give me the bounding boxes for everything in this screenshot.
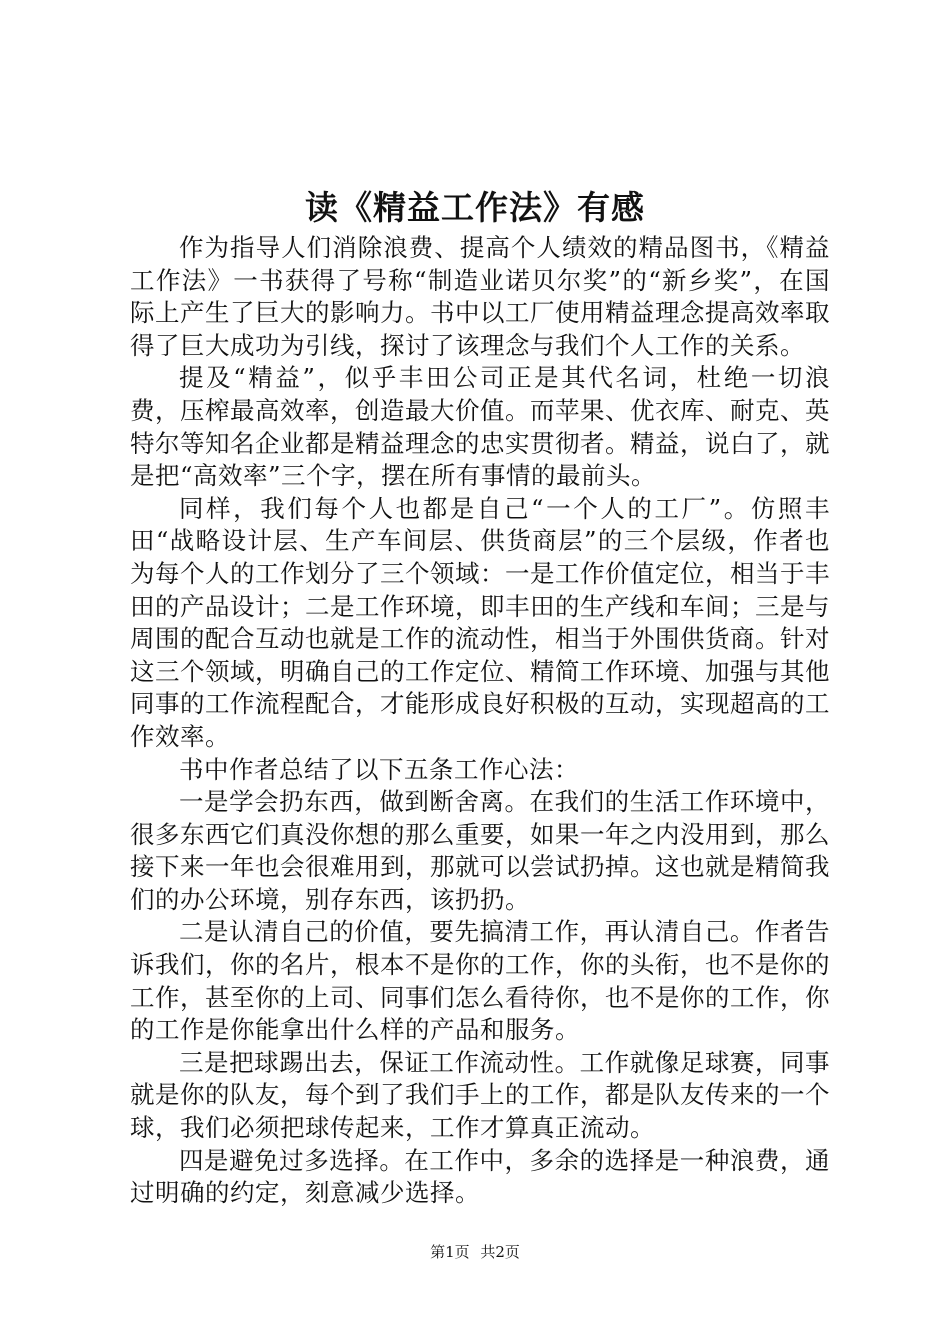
paragraph: 作为指导人们消除浪费、提高个人绩效的精品图书，《精益工作法》一书获得了号称“制造业诺贝尔奖”的“新乡奖”，在国际上产生了巨大的影响力。书中以工厂使用精益理念提高效率取得了巨大成功为引线，探讨了该理念与我们个人工作的关系。 [130, 233, 830, 360]
document-title: 读《精益工作法》有感 [305, 188, 645, 227]
page-total: 共2页 [480, 1243, 520, 1261]
paragraph: 提及“精益”，似乎丰田公司正是其代名词，杜绝一切浪费，压榨最高效率，创造最大价值。而苹果、优衣库、耐克、英特尔等知名企业都是精益理念的忠实贯彻者。精益，说白了，就是把“高效率”三个字，摆在所有事情的最前头。 [130, 363, 830, 491]
paragraph: 二是认清自己的价值，要先搞清工作，再认清自己。作者告诉我们，你的名片，根本不是你的工作，你的头衔，也不是你的工作，甚至你的上司、同事们怎么看待你，也不是你的工作，你的工作是你能拿出什么样的产品和服务。 [130, 917, 830, 1045]
paragraph: 三是把球踢出去，保证工作流动性。工作就像足球赛，同事就是你的队友，每个到了我们手上的工作，都是队友传来的一个球，我们必须把球传起来，工作才算真正流动。 [130, 1047, 830, 1143]
paragraph: 一是学会扔东西，做到断舍离。在我们的生活工作环境中，很多东西它们真没你想的那么重要，如果一年之内没用到，那么接下来一年也会很难用到，那就可以尝试扔掉。这也就是精简我们的办公环境，别存东西，该扔扔。 [130, 787, 830, 914]
paragraph: 书中作者总结了以下五条工作心法： [179, 754, 579, 784]
paragraph: 四是避免过多选择。在工作中，多余的选择是一种浪费，通过明确的约定，刻意减少选择。 [130, 1145, 830, 1208]
page-footer [0, 1242, 950, 1262]
paragraph: 同样，我们每个人也都是自己“一个人的工厂”。仿照丰田“战略设计层、生产车间层、供货商层”的三个层级，作者也为每个人的工作划分了三个领域：一是工作价值定位，相当于丰田的产品设计；二是工作环境，即丰田的生产线和车间；三是与周围的配合互动也就是工作的流动性，相当于外围供货商。针对这三个领域，明确自己的工作定位、精简工作环境、加强与其他同事的工作流程配合，才能形成良好积极的互动，实现超高的工作效率。 [130, 493, 830, 751]
document-body [130, 232, 830, 1210]
page-number: 第1页 [430, 1243, 470, 1261]
